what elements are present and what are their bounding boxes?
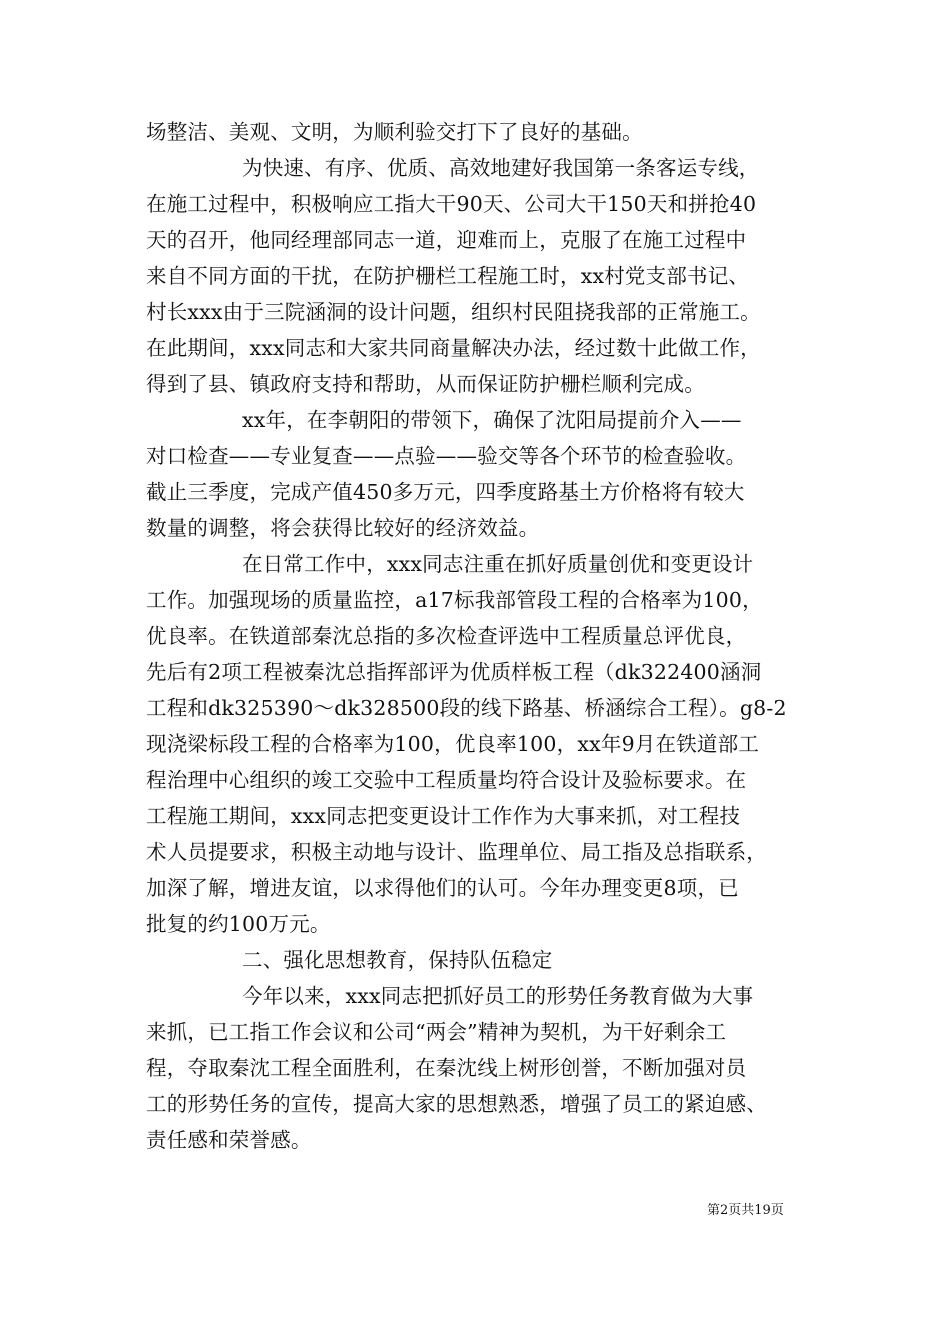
paragraph-line: 工的形势任务的宣传，提高大家的思想熟悉，增强了员工的紧迫感、 bbox=[146, 1092, 767, 1116]
paragraph-line: 优良率。在铁道部秦沈总指的多次检查评选中工程质量总评优良， bbox=[146, 624, 747, 648]
paragraph-line: 程，夺取秦沈工程全面胜利，在秦沈线上树形创誉，不断加强对员 bbox=[146, 1056, 747, 1080]
paragraph-line: 来自不同方面的干扰，在防护栅栏工程施工时，xx村党支部书记、 bbox=[146, 264, 750, 288]
paragraph-line: 程治理中心组织的竣工交验中工程质量均符合设计及验标要求。在 bbox=[146, 768, 747, 792]
paragraph-line: 责任感和荣誉感。 bbox=[146, 1128, 312, 1152]
paragraph-line: 术人员提要求，积极主动地与设计、监理单位、局工指及总指联系， bbox=[146, 840, 767, 864]
paragraph-line: 在施工过程中，积极响应工指大干90天、公司大干150天和拼抢40 bbox=[146, 192, 757, 216]
paragraph-line: 为快速、有序、优质、高效地建好我国第一条客运专线， bbox=[242, 156, 760, 180]
paragraph-line: 场整洁、美观、文明，为顺利验交打下了良好的基础。 bbox=[146, 120, 643, 144]
page-number-footer: 第2页共19页 bbox=[707, 1203, 784, 1218]
paragraph-line: 现浇梁标段工程的合格率为100，优良率100，xx年9月在铁道部工 bbox=[146, 732, 760, 756]
paragraph-line: 得到了县、镇政府支持和帮助，从而保证防护栅栏顺利完成。 bbox=[146, 372, 705, 396]
section-heading: 二、强化思想教育，保持队伍稳定 bbox=[242, 948, 553, 972]
paragraph-line: 今年以来，xxx同志把抓好员工的形势任务教育做为大事 bbox=[242, 984, 754, 1008]
document-body bbox=[146, 114, 818, 1158]
paragraph-line: 对口检查——专业复查——点验——验交等各个环节的检查验收。 bbox=[146, 444, 747, 468]
paragraph-line: 村长xxx由于三院涵洞的设计问题，组织村民阻挠我部的正常施工。 bbox=[146, 300, 761, 324]
paragraph-line: xx年，在李朝阳的带领下，确保了沈阳局提前介入—— bbox=[242, 408, 742, 432]
paragraph-line: 在日常工作中，xxx同志注重在抓好质量创优和变更设计 bbox=[242, 552, 754, 576]
paragraph-line: 工程施工期间，xxx同志把变更设计工作作为大事来抓，对工程技 bbox=[146, 804, 741, 828]
paragraph-line: 天的召开，他同经理部同志一道，迎难而上，克服了在施工过程中 bbox=[146, 228, 747, 252]
paragraph-line: 批复的约100万元。 bbox=[146, 912, 331, 936]
paragraph-line: 在此期间，xxx同志和大家共同商量解决办法，经过数十此做工作， bbox=[146, 336, 761, 360]
paragraph-line: 截止三季度，完成产值450多万元，四季度路基土方价格将有较大 bbox=[146, 480, 745, 504]
paragraph-line: 加深了解，增进友谊，以求得他们的认可。今年办理变更8项，已 bbox=[146, 876, 739, 900]
paragraph-line: 来抓，已工指工作会议和公司“两会”精神为契机，为干好剩余工 bbox=[146, 1020, 727, 1044]
paragraph-line: 工作。加强现场的质量监控，a17标我部管段工程的合格率为100， bbox=[146, 588, 763, 612]
paragraph-line: 先后有2项工程被秦沈总指挥部评为优质样板工程（dk322400涵洞 bbox=[146, 660, 762, 684]
paragraph-line: 工程和dk325390～dk328500段的线下路基、桥涵综合工程）。g8-2 bbox=[146, 696, 787, 720]
paragraph-line: 数量的调整，将会获得比较好的经济效益。 bbox=[146, 516, 540, 540]
